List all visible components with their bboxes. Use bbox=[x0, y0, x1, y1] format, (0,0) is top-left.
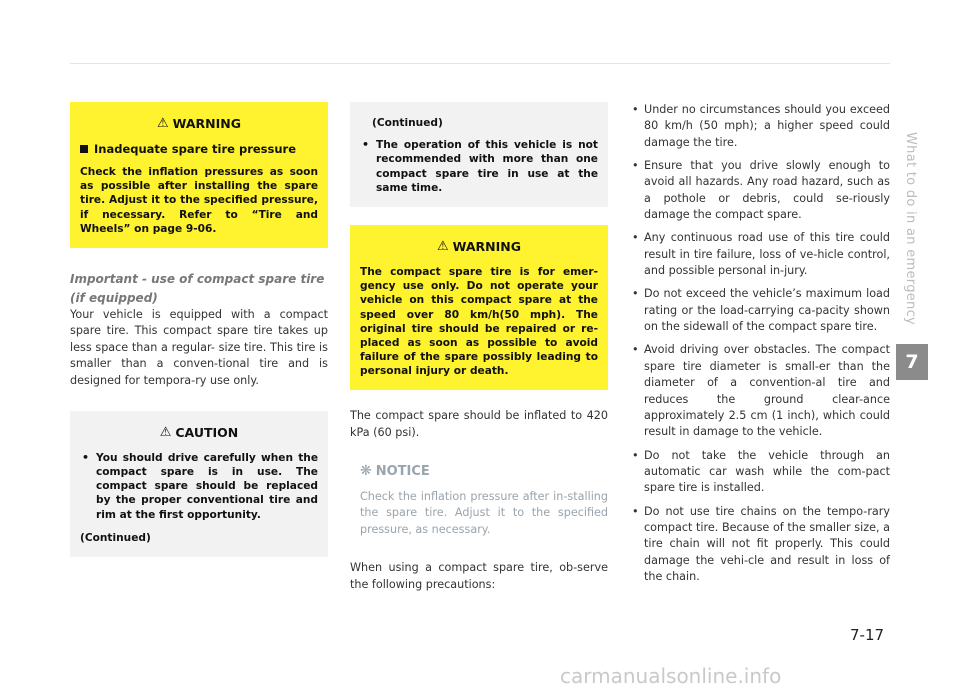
chapter-tab[interactable]: 7 bbox=[896, 344, 928, 380]
section-heading: Important - use of compact spare tire (if equipped) bbox=[70, 271, 325, 305]
caution-continued-box bbox=[350, 102, 608, 207]
list-item: • Any continuous road use of this tire could result in tire failure, loss of ve-hicle control, and possible personal in-jury. bbox=[632, 230, 890, 279]
warning-title: ⚠ WARNING bbox=[436, 238, 521, 254]
list-item: • Ensure that you drive slowly enough to avoid all hazards. Any road hazard, such as a pothole or debris, could se-riously damage the compact spare. bbox=[632, 158, 890, 223]
list-item: • Do not use tire chains on the tempo-rary compact tire. Because of the smaller size, a tire chain will not fit properly. This could damage the vehi-cle and result in loss of the chain. bbox=[632, 504, 890, 586]
column-left bbox=[70, 102, 328, 557]
bullet-dot: • bbox=[632, 343, 639, 357]
chapter-title-vertical: What to do in an emergency bbox=[903, 132, 918, 326]
warning-subheading: Inadequate spare tire pressure bbox=[80, 142, 318, 156]
bullet-dot: • bbox=[632, 448, 639, 462]
bullet-dot: • bbox=[82, 450, 90, 464]
warning-text: Check the inflation pressures as soon as possible after installing the spare tire. Adjust it to the specified pressure, if necessary. Refer to “Tire and Wheels” on page 9-06. bbox=[80, 166, 318, 235]
precautions-text: When using a compact spare tire, ob-serve the following precautions: bbox=[350, 561, 608, 591]
warning-triangle-icon: ⚠ bbox=[436, 238, 449, 254]
warning-triangle-icon: ⚠ bbox=[156, 116, 169, 131]
warning-title: ⚠ WARNING bbox=[156, 116, 241, 131]
caution-triangle-icon: ⚠ bbox=[159, 424, 172, 440]
section-text: Your vehicle is equipped with a compact spare tire. This compact spare tire takes up less space than a regular- size tire. This tire is smaller than a conven-tional tire and is designed for tempora-ry use only. bbox=[70, 308, 328, 387]
continued-label: (Continued) bbox=[372, 117, 443, 129]
bullet-dot: • bbox=[632, 159, 639, 173]
warning-box-emergency-use bbox=[350, 225, 608, 391]
bullet-dot: • bbox=[632, 231, 639, 245]
inflate-text: The compact spare should be inflated to 420 kPa (60 psi). bbox=[350, 409, 608, 439]
notice-text: Check the inflation pressure after in-stalling the spare tire. Adjust it to the specified pressure, as necessary. bbox=[360, 490, 608, 536]
caution-bullet: • You should drive carefully when the compact spare is in use. The compact spare should be replaced by the proper conventional tire and rim at the first opportunity. bbox=[82, 450, 318, 521]
caution-box bbox=[70, 411, 328, 557]
list-item: • Do not take the vehicle through an automatic car wash while the com-pact spare tire is installed. bbox=[632, 448, 890, 497]
header-rule bbox=[70, 63, 890, 64]
bullet-dot: • bbox=[632, 504, 639, 518]
watermark: carmanualsonline.info bbox=[560, 664, 782, 688]
square-bullet-icon bbox=[80, 145, 88, 153]
caution-continued: (Continued) bbox=[80, 531, 151, 544]
list-item: • Under no circumstances should you exceed 80 km/h (50 mph); a higher speed could damage the tire. bbox=[632, 102, 890, 151]
bullet-dot: • bbox=[632, 103, 639, 116]
page-number: 7-17 bbox=[850, 626, 885, 644]
warning-box-spare-pressure bbox=[70, 102, 328, 248]
list-item: • Do not exceed the vehicle’s maximum load rating or the load-carrying ca-pacity shown on the sidewall of the compact spare tire. bbox=[632, 286, 890, 335]
bullet-dot: • bbox=[632, 287, 639, 301]
column-middle bbox=[350, 102, 608, 593]
list-item: • Avoid driving over obstacles. The compact spare tire diameter is small-er than the diameter of a convention-al tire and reduces the ground clear-ance approximately 2.5 cm (1 inch), which could result in damage to the vehicle. bbox=[632, 342, 890, 440]
column-right bbox=[632, 102, 890, 592]
caution-title: ⚠ CAUTION bbox=[159, 424, 239, 440]
bullet-dot: • bbox=[362, 138, 370, 152]
continued-bullet: • The operation of this vehicle is not recommended with more than one compact spare tire in use at the same time. bbox=[362, 138, 598, 194]
notice-asterisk-icon: ❋ bbox=[360, 463, 372, 480]
notice-title: ❋ NOTICE bbox=[360, 463, 430, 480]
warning-text: The compact spare tire is for emer-gency use only. Do not operate your vehicle on this compact spare at the speed over 80 km/h(50 mph). The original tire should be repaired or re-placed as soon as possible to avoid failure of the spare possibly leading to personal injury or death. bbox=[360, 265, 598, 378]
